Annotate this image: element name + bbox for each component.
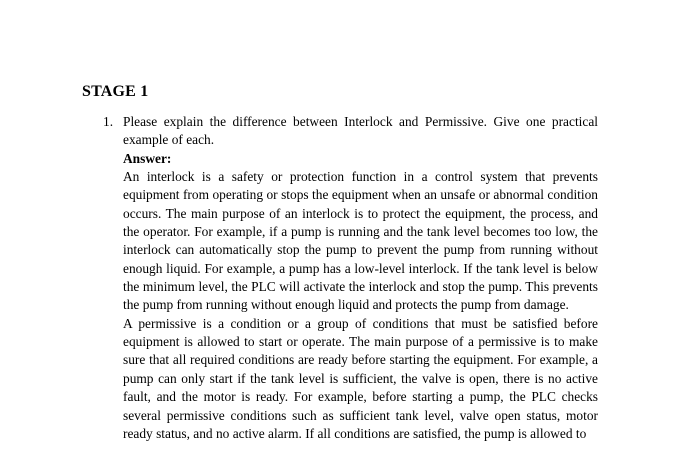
answer-paragraph-permissive: A permissive is a condition or a group of conditions that must be satisfied before equipment is allowed to start or operate. The main purpose of a permissive is to make sure that all required conditions are ready before starting the equipment. For example, a pump can only start if the tank level is sufficient, the valve is open, there is no active fault, and the motor is ready. For example, before starting a pump, the PLC checks several permissive conditions such as sufficient tank level, valve open status, motor ready status, and no active alarm. If all conditions are satisfied, the pump is allowed to <box>123 315 598 441</box>
answer-paragraph-interlock: An interlock is a safety or protection function in a control system that prevents equipment from operating or stops the equipment when an unsafe or abnormal condition occurs. The main purpose of an interlock is to protect the equipment, the process, and the operator. For example, if a pump is running and the tank level becomes too low, the interlock can automatically stop the pump to prevent the pump from running without enough liquid. For example, a pump has a low-level interlock. If the tank level is below the minimum level, the PLC will activate the interlock and stop the pump. This prevents the pump from running without enough liquid and protects the pump from damage. <box>123 169 598 313</box>
stage-title: STAGE 1 <box>82 83 149 100</box>
question-number: 1. <box>103 114 114 129</box>
question-item <box>103 113 598 443</box>
question-text: Please explain the difference between Interlock and Permissive. Give one practical example of each. <box>123 114 598 148</box>
question-list <box>103 113 598 443</box>
answer-label: Answer: <box>123 150 172 166</box>
